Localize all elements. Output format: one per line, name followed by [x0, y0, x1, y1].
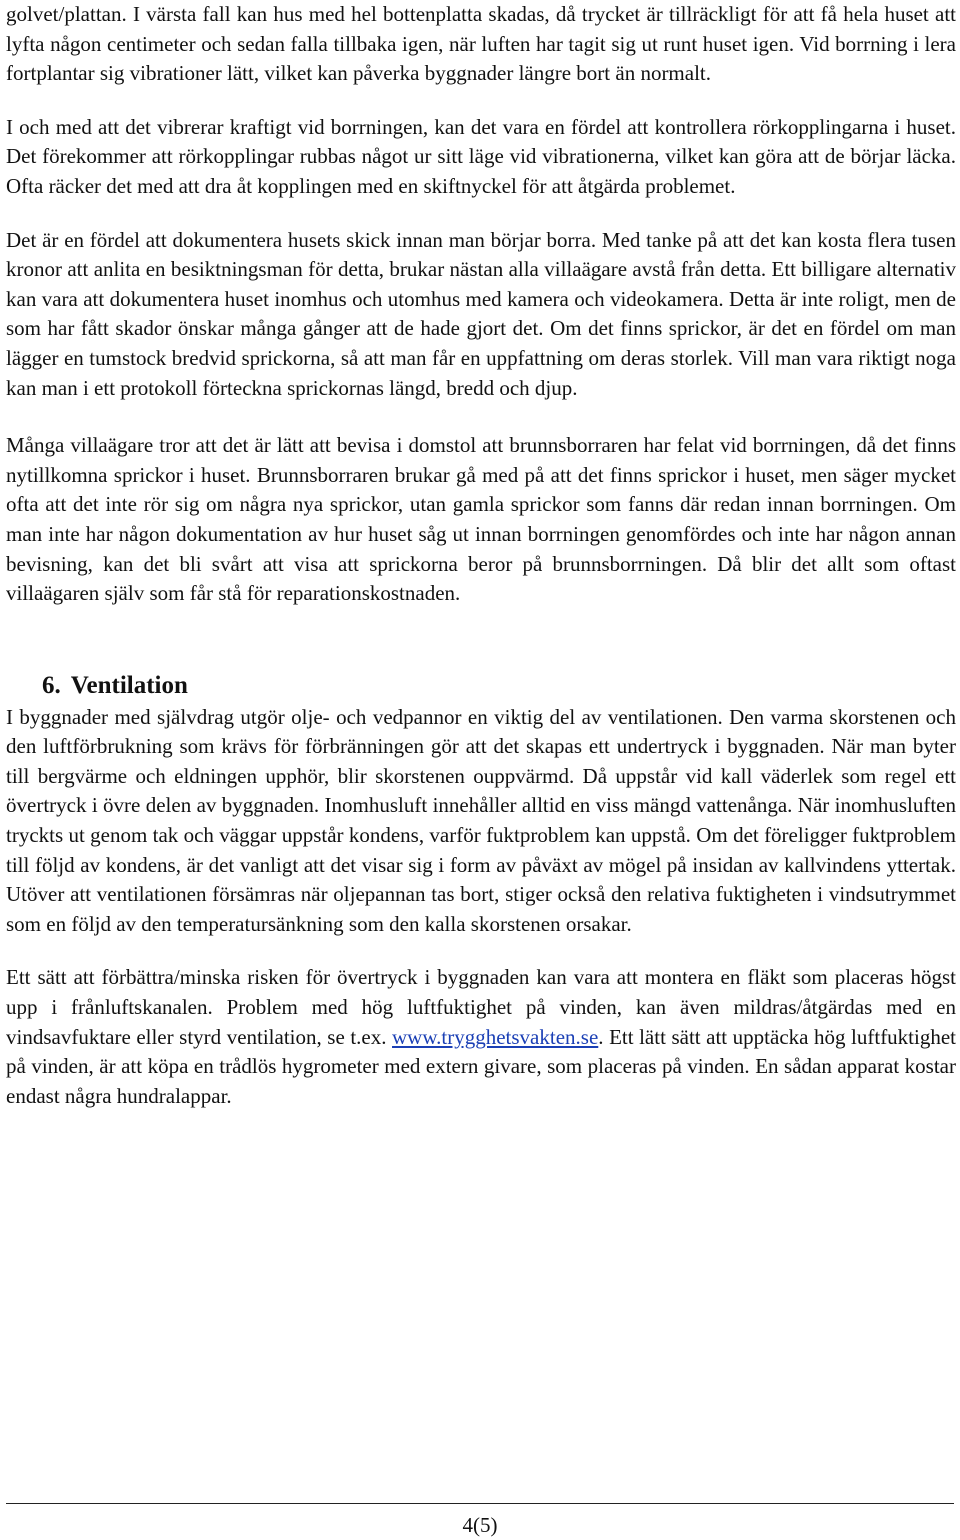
paragraph-overpressure-risk [6, 963, 956, 1111]
paragraph-text-after-link: . Ett lätt sätt att upptäcka hög luftfuktighet på vinden, är att köpa en trådlös hygrometer med extern givare, som placeras på vinden. En sådan apparat kostar endast några hundralappar. [6, 1024, 957, 1108]
paragraph-text-before-link: Ett sätt att förbättra/minska risken för övertryck i byggnaden kan vara att montera en fläkt som placeras högst upp i frånluftskanalen. Problem med hög luftfuktighet på vinden, kan även mildras/åtgärdas med en vindsavfuktare eller styrd ventilation, se t.ex. [6, 965, 956, 1049]
footer-divider [6, 1503, 954, 1504]
page-number: 4(5) [462, 1513, 498, 1537]
paragraph-pipe-couplings: I och med att det vibrerar kraftigt vid borrningen, kan det vara en fördel att kontrollera rörkopplingarna i huset. Det förekommer att rörkopplingar rubbas något ur sitt läge vid vibrationerna, vilket kan göra att de börjar läcka. Ofta räcker det med att dra åt kopplingen med en skiftnyckel för att åtgärda problemet. [6, 114, 956, 198]
paragraph-self-draught: I byggnader med självdrag utgör olje- och vedpannor en viktig del av ventilationen. Den varma skorstenen och den luftförbrukning som krävs för förbränningen gör att det skapas ett undertryck i byggnaden. När man byter till bergvärme och eldningen upphör, blir skorstenen ouppvärmd. Då uppstår vid kall väderlek som regel ett övertryck i övre delen av byggnaden. Inomhusluft innehåller alltid en viss mängd vattenånga. När inomhusluften tryckts ut genom tak och väggar uppstår kondens, varför fuktproblem kan uppstå. Om det föreligger fuktproblem till följd av kondens, är det vanligt att det visar sig i form av påväxt av mögel på insidan av kallvindens yttertak. Utöver att ventilationen försämras när oljepannan tas bort, stiger också den relativa fuktigheten i vindsutrymmet som en följd av den temperatursänkning som den kalla skorstenen orsakar. [6, 704, 956, 936]
trygghetsvakten-link[interactable]: www.trygghetsvakten.se [392, 1024, 599, 1049]
document-page [6, 0, 956, 1111]
section-number: 6. [42, 671, 61, 699]
section-heading-ventilation [6, 669, 956, 703]
paragraph-documentation: Det är en fördel att dokumentera husets skick innan man börjar borra. Med tanke på att det kan kosta flera tusen kronor att anlita en besiktningsman för detta, brukar nästan alla villaägare avstå från detta. Ett billigare alternativ kan vara att dokumentera huset inomhus och utomhus med kamera och videokamera. Detta är inte roligt, men de som har fått skador önskar många gånger att de hade gjort det. Om det finns sprickor, är det en fördel om man lägger en tumstock bredvid sprickorna, så att man får en uppfattning om deras storlek. Vill man vara riktigt noga kan man i ett protokoll förteckna sprickornas längd, bredd och djup. [6, 227, 956, 400]
paragraph-court-evidence: Många villaägare tror att det är lätt att bevisa i domstol att brunnsborraren har felat vid borrningen, då det finns nytillkomna sprickor i huset. Brunnsborraren brukar gå med på att det finns sprickor i huset, men säger mycket ofta att det inte rör sig om några nya sprickor, utan gamla sprickor som fanns där redan innan borrningen. Om man inte har någon dokumentation av hur huset såg ut innan borrningen genomfördes och inte har någon annan bevisning, kan det bli svårt att visa att sprickorna beror på brunnsborrningen. Då blir det allt som oftast villaägaren själv som får stå för reparationskostnaden. [6, 433, 956, 606]
paragraph-foundation-damage: golvet/plattan. I värsta fall kan hus med hel bottenplatta skadas, då trycket är tillräckligt för att få hela huset att lyfta någon centimeter och sedan falla tillbaka igen, när luften har tagit sig ut runt huset igen. Vid borrning i lera fortplantar sig vibrationer lätt, vilket kan påverka byggnader längre bort än normalt. [6, 2, 956, 86]
section-title: Ventilation [70, 671, 188, 699]
